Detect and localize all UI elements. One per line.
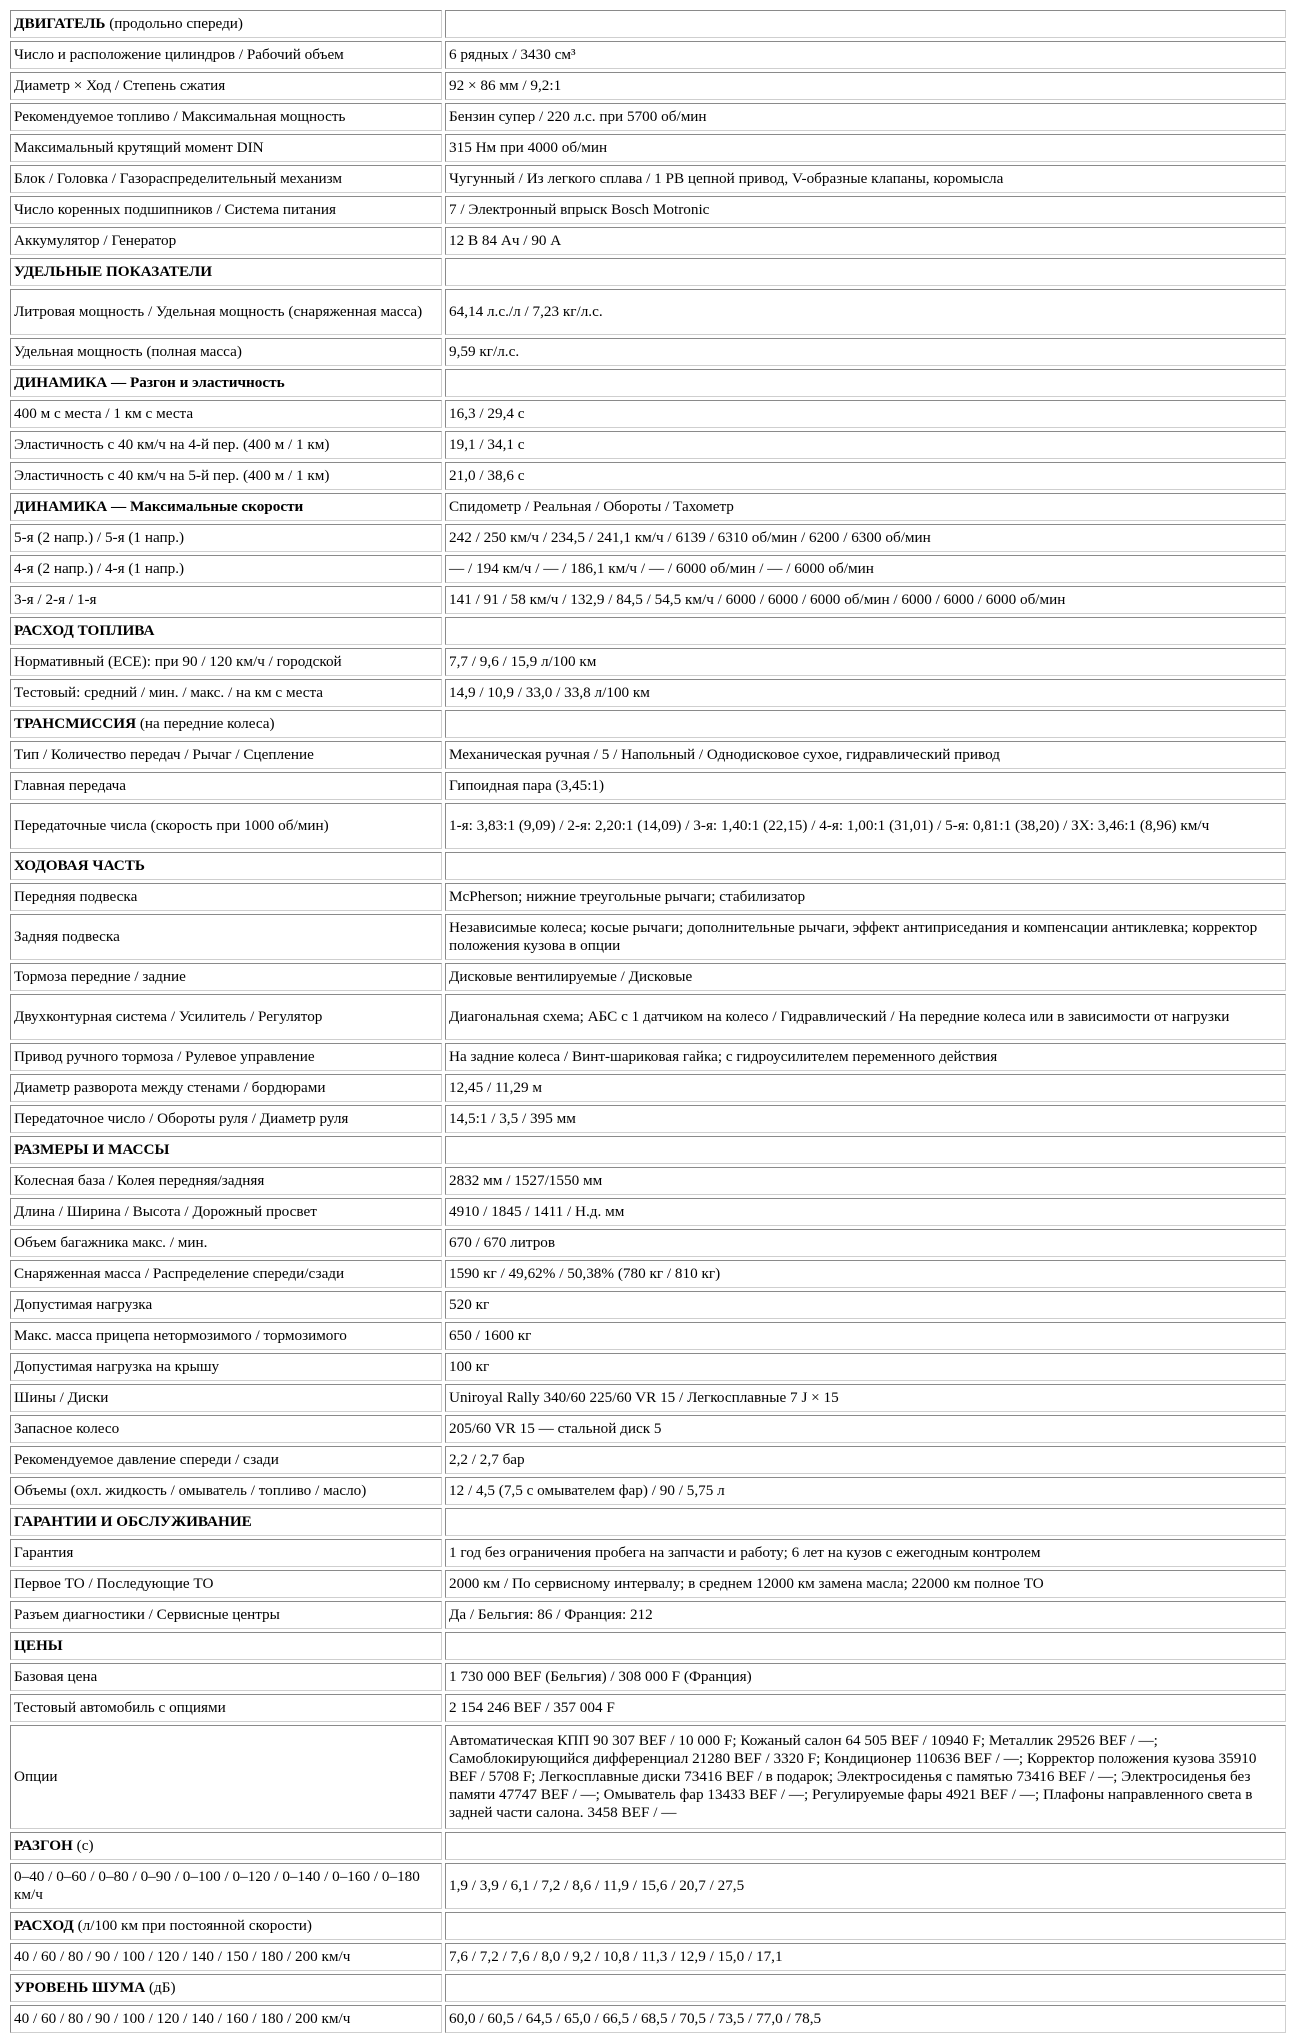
spec-value-cell	[445, 1912, 1286, 1940]
spec-row	[10, 803, 1286, 849]
spec-label: Аккумулятор / Генератор	[14, 232, 177, 249]
spec-value-cell	[445, 338, 1286, 366]
spec-value-cell	[445, 369, 1286, 397]
spec-value: 7,6 / 7,2 / 7,6 / 8,0 / 9,2 / 10,8 / 11,3 / 12,9 / 15,0 / 17,1	[449, 1948, 783, 1965]
spec-label: Задняя подвеска	[14, 928, 120, 945]
spec-value-cell	[445, 103, 1286, 131]
spec-label: Шины / Диски	[14, 1389, 109, 1406]
spec-value: 12,45 / 11,29 м	[449, 1079, 543, 1096]
spec-row	[10, 1043, 1286, 1071]
spec-value: 19,1 / 34,1 с	[449, 436, 525, 453]
spec-value: 92 × 86 мм / 9,2:1	[449, 77, 562, 94]
spec-value: Чугунный / Из легкого сплава / 1 РВ цепной привод, V-образные клапаны, коромысла	[449, 170, 1004, 187]
spec-value-cell	[445, 1508, 1286, 1536]
spec-value: 520 кг	[449, 1296, 490, 1313]
spec-row	[10, 400, 1286, 428]
spec-label: 40 / 60 / 80 / 90 / 100 / 120 / 140 / 150 / 180 / 200 км/ч	[14, 1948, 351, 1965]
spec-label: Привод ручного тормоза / Рулевое управление	[14, 1048, 315, 1065]
spec-value: 9,59 кг/л.с.	[449, 343, 520, 360]
spec-label: Передаточное число / Обороты руля / Диаметр руля	[14, 1110, 349, 1127]
spec-label-cell	[10, 1384, 442, 1412]
spec-label: Допустимая нагрузка на крышу	[14, 1358, 220, 1375]
spec-value-cell	[445, 1943, 1286, 1971]
spec-row	[10, 586, 1286, 614]
spec-row	[10, 1384, 1286, 1412]
spec-value: На задние колеса / Винт-шариковая гайка; с гидроусилителем переменного действия	[449, 1048, 998, 1065]
section-title: РАЗГОН	[14, 1837, 73, 1854]
spec-value: Независимые колеса; косые рычаги; дополнительные рычаги, эффект антиприседания и компенсации антиклевка; корректор положения кузова в опции	[449, 919, 1258, 954]
spec-label-cell	[10, 1663, 442, 1691]
section-header-row	[10, 493, 1286, 521]
spec-value-cell	[445, 741, 1286, 769]
section-header-row	[10, 258, 1286, 286]
spec-value: 2,2 / 2,7 бар	[449, 1451, 525, 1468]
spec-value: Спидометр / Реальная / Обороты / Тахометр	[449, 498, 734, 515]
spec-label: 3-я / 2-я / 1-я	[14, 591, 97, 608]
spec-row	[10, 1539, 1286, 1567]
spec-row	[10, 1601, 1286, 1629]
spec-value-cell	[445, 1136, 1286, 1164]
spec-value-cell	[445, 1167, 1286, 1195]
spec-value-cell	[445, 1974, 1286, 2002]
section-title: РАСХОД ТОПЛИВА	[14, 622, 155, 639]
section-header-row	[10, 1632, 1286, 1660]
spec-value: Диагональная схема; АБС с 1 датчиком на колесо / Гидравлический / На передние колеса или в зависимости от нагрузки	[449, 1008, 1230, 1025]
spec-row	[10, 1074, 1286, 1102]
spec-label-cell	[10, 1943, 442, 1971]
spec-label: 0–40 / 0–60 / 0–80 / 0–90 / 0–100 / 0–120 / 0–140 / 0–160 / 0–180 км/ч	[14, 1868, 420, 1903]
spec-label: Главная передача	[14, 777, 127, 794]
spec-value: 670 / 670 литров	[449, 1234, 556, 1251]
spec-label: Базовая цена	[14, 1668, 98, 1685]
spec-value-cell	[445, 493, 1286, 521]
spec-label: Тестовый: средний / мин. / макс. / на км с места	[14, 684, 324, 701]
section-title-cell	[10, 1912, 442, 1940]
spec-value: Uniroyal Rally 340/60 225/60 VR 15 / Легкосплавные 7 J × 15	[449, 1389, 839, 1406]
spec-label: Снаряженная масса / Распределение спереди/сзади	[14, 1265, 345, 1282]
spec-row	[10, 165, 1286, 193]
spec-row	[10, 1291, 1286, 1319]
spec-row	[10, 772, 1286, 800]
spec-label-cell	[10, 1074, 442, 1102]
spec-label: Первое ТО / Последующие ТО	[14, 1575, 214, 1592]
spec-value-cell	[445, 1632, 1286, 1660]
spec-value-cell	[445, 617, 1286, 645]
spec-value-cell	[445, 1832, 1286, 1860]
spec-label-cell	[10, 586, 442, 614]
spec-value: 1-я: 3,83:1 (9,09) / 2-я: 2,20:1 (14,09) / 3-я: 1,40:1 (22,15) / 4-я: 1,00:1 (31,01) / 5-я: 0,81:1 (38,20) / ЗХ: 3,46:1 (8,96) км/ч	[449, 817, 1210, 834]
spec-label: Тормоза передние / задние	[14, 968, 186, 985]
spec-value: Гипоидная пара (3,45:1)	[449, 777, 605, 794]
section-title-cell	[10, 1136, 442, 1164]
spec-label-cell	[10, 772, 442, 800]
section-title-cell	[10, 369, 442, 397]
spec-value: 205/60 VR 15 — стальной диск 5	[449, 1420, 662, 1437]
spec-value: McPherson; нижние треугольные рычаги; стабилизатор	[449, 888, 806, 905]
spec-table-body	[10, 10, 1286, 2033]
spec-value-cell	[445, 1477, 1286, 1505]
spec-label: 4-я (2 напр.) / 4-я (1 напр.)	[14, 560, 185, 577]
spec-label: Тестовый автомобиль с опциями	[14, 1699, 226, 1716]
spec-label-cell	[10, 400, 442, 428]
spec-row	[10, 555, 1286, 583]
section-subtitle: (на передние колеса)	[136, 715, 275, 732]
spec-label-cell	[10, 1291, 442, 1319]
spec-label-cell	[10, 41, 442, 69]
spec-label-cell	[10, 1198, 442, 1226]
spec-value-cell	[445, 710, 1286, 738]
spec-label-cell	[10, 1446, 442, 1474]
spec-value: 60,0 / 60,5 / 64,5 / 65,0 / 66,5 / 68,5 / 70,5 / 73,5 / 77,0 / 78,5	[449, 2010, 822, 2027]
spec-label: Рекомендуемое давление спереди / сзади	[14, 1451, 279, 1468]
spec-value: — / 194 км/ч / — / 186,1 км/ч / — / 6000 об/мин / — / 6000 об/мин	[449, 560, 874, 577]
spec-value: 100 кг	[449, 1358, 490, 1375]
spec-value: 242 / 250 км/ч / 234,5 / 241,1 км/ч / 6139 / 6310 об/мин / 6200 / 6300 об/мин	[449, 529, 931, 546]
spec-label-cell	[10, 196, 442, 224]
spec-label: Удельная мощность (полная масса)	[14, 343, 242, 360]
section-title-cell	[10, 10, 442, 38]
spec-value-cell	[445, 165, 1286, 193]
spec-value-cell	[445, 1198, 1286, 1226]
spec-label: Гарантия	[14, 1544, 74, 1561]
section-header-row	[10, 1912, 1286, 1940]
spec-value: 6 рядных / 3430 см³	[449, 46, 576, 63]
spec-value-cell	[445, 134, 1286, 162]
section-title: ЦЕНЫ	[14, 1637, 63, 1654]
section-title-cell	[10, 710, 442, 738]
spec-label-cell	[10, 1353, 442, 1381]
spec-label-cell	[10, 963, 442, 991]
spec-label: Разъем диагностики / Сервисные центры	[14, 1606, 280, 1623]
spec-value: 141 / 91 / 58 км/ч / 132,9 / 84,5 / 54,5 км/ч / 6000 / 6000 / 6000 об/мин / 6000 / 6000 / 6000 об/мин	[449, 591, 1066, 608]
spec-label-cell	[10, 1539, 442, 1567]
section-header-row	[10, 1508, 1286, 1536]
spec-label: Литровая мощность / Удельная мощность (снаряженная масса)	[14, 303, 423, 320]
spec-row	[10, 1694, 1286, 1722]
spec-value-cell	[445, 524, 1286, 552]
spec-label: Максимальный крутящий момент DIN	[14, 139, 264, 156]
spec-label: Передняя подвеска	[14, 888, 138, 905]
spec-row	[10, 1198, 1286, 1226]
section-title: РАЗМЕРЫ И МАССЫ	[14, 1141, 170, 1158]
spec-value-cell	[445, 1446, 1286, 1474]
spec-row	[10, 196, 1286, 224]
spec-label-cell	[10, 72, 442, 100]
spec-label: Блок / Головка / Газораспределительный механизм	[14, 170, 343, 187]
spec-value-cell	[445, 1291, 1286, 1319]
spec-value: 315 Нм при 4000 об/мин	[449, 139, 608, 156]
spec-row	[10, 431, 1286, 459]
section-title-cell	[10, 258, 442, 286]
spec-value-cell	[445, 963, 1286, 991]
spec-label-cell	[10, 1725, 442, 1829]
spec-label: Нормативный (ECE): при 90 / 120 км/ч / городской	[14, 653, 342, 670]
spec-label: Макс. масса прицепа нетормозимого / тормозимого	[14, 1327, 347, 1344]
spec-row	[10, 1943, 1286, 1971]
spec-label-cell	[10, 1167, 442, 1195]
spec-value-cell	[445, 648, 1286, 676]
spec-value-cell	[445, 803, 1286, 849]
section-title-cell	[10, 617, 442, 645]
spec-label-cell	[10, 1322, 442, 1350]
spec-label-cell	[10, 679, 442, 707]
spec-value-cell	[445, 994, 1286, 1040]
spec-label: Опции	[14, 1768, 58, 1785]
spec-value: 64,14 л.с./л / 7,23 кг/л.с.	[449, 303, 603, 320]
spec-row	[10, 963, 1286, 991]
section-title-cell	[10, 493, 442, 521]
spec-value-cell	[445, 1694, 1286, 1722]
section-header-row	[10, 10, 1286, 38]
section-subtitle: (продольно спереди)	[105, 15, 243, 32]
spec-row	[10, 1260, 1286, 1288]
section-title: ДИНАМИКА — Максимальные скорости	[14, 498, 304, 515]
spec-label: Допустимая нагрузка	[14, 1296, 153, 1313]
spec-row	[10, 1105, 1286, 1133]
spec-value-cell	[445, 1601, 1286, 1629]
spec-value-cell	[445, 1725, 1286, 1829]
spec-row	[10, 741, 1286, 769]
spec-label-cell	[10, 914, 442, 960]
spec-value-cell	[445, 1074, 1286, 1102]
section-subtitle: (с)	[72, 1837, 94, 1854]
spec-label-cell	[10, 227, 442, 255]
spec-row	[10, 1415, 1286, 1443]
spec-value-cell	[445, 1043, 1286, 1071]
spec-row	[10, 1322, 1286, 1350]
spec-value: 1590 кг / 49,62% / 50,38% (780 кг / 810 кг)	[449, 1265, 721, 1282]
spec-value: 2000 км / По сервисному интервалу; в среднем 12000 км замена масла; 22000 км полное ТО	[449, 1575, 1044, 1592]
spec-label: Запасное колесо	[14, 1420, 120, 1437]
spec-label: 5-я (2 напр.) / 5-я (1 напр.)	[14, 529, 185, 546]
spec-value-cell	[445, 1415, 1286, 1443]
spec-label-cell	[10, 803, 442, 849]
spec-label: Рекомендуемое топливо / Максимальная мощность	[14, 108, 346, 125]
section-header-row	[10, 852, 1286, 880]
spec-row	[10, 227, 1286, 255]
spec-value: 21,0 / 38,6 с	[449, 467, 525, 484]
spec-row	[10, 1446, 1286, 1474]
spec-value-cell	[445, 1105, 1286, 1133]
spec-row	[10, 1570, 1286, 1598]
spec-row	[10, 914, 1286, 960]
spec-row	[10, 134, 1286, 162]
spec-label-cell	[10, 648, 442, 676]
section-title: ТРАНСМИССИЯ	[14, 715, 137, 732]
spec-value-cell	[445, 227, 1286, 255]
section-title: РАСХОД	[14, 1917, 74, 1934]
spec-label-cell	[10, 165, 442, 193]
spec-label-cell	[10, 994, 442, 1040]
spec-row	[10, 1663, 1286, 1691]
section-header-row	[10, 617, 1286, 645]
spec-value-cell	[445, 1863, 1286, 1909]
spec-row	[10, 1353, 1286, 1381]
spec-value-cell	[445, 1353, 1286, 1381]
spec-value: 7 / Электронный впрыск Bosch Motronic	[449, 201, 710, 218]
spec-row	[10, 1863, 1286, 1909]
spec-label-cell	[10, 431, 442, 459]
section-header-row	[10, 1136, 1286, 1164]
spec-value: 2 154 246 BEF / 357 004 F	[449, 1699, 615, 1716]
spec-label-cell	[10, 2005, 442, 2033]
spec-value-cell	[445, 772, 1286, 800]
spec-value-cell	[445, 1322, 1286, 1350]
spec-value: 7,7 / 9,6 / 15,9 л/100 км	[449, 653, 597, 670]
spec-label: Диаметр разворота между стенами / бордюрами	[14, 1079, 326, 1096]
spec-value: 4910 / 1845 / 1411 / Н.д. мм	[449, 1203, 625, 1220]
section-title-cell	[10, 1974, 442, 2002]
spec-label-cell	[10, 103, 442, 131]
spec-label-cell	[10, 338, 442, 366]
spec-value: Бензин супер / 220 л.с. при 5700 об/мин	[449, 108, 707, 125]
section-header-row	[10, 1974, 1286, 2002]
spec-value-cell	[445, 883, 1286, 911]
spec-row	[10, 462, 1286, 490]
spec-row	[10, 524, 1286, 552]
spec-row	[10, 1477, 1286, 1505]
spec-label: Эластичность с 40 км/ч на 5-й пер. (400 м / 1 км)	[14, 467, 330, 484]
spec-value-cell	[445, 1260, 1286, 1288]
spec-row	[10, 1725, 1286, 1829]
spec-value-cell	[445, 1663, 1286, 1691]
section-title: ГАРАНТИИ И ОБСЛУЖИВАНИЕ	[14, 1513, 252, 1530]
spec-value: 16,3 / 29,4 с	[449, 405, 525, 422]
spec-label-cell	[10, 1863, 442, 1909]
spec-label-cell	[10, 883, 442, 911]
spec-label: Двухконтурная система / Усилитель / Регулятор	[14, 1008, 323, 1025]
section-subtitle: (дБ)	[145, 1979, 176, 1996]
section-header-row	[10, 369, 1286, 397]
spec-label-cell	[10, 1415, 442, 1443]
spec-row	[10, 338, 1286, 366]
spec-value-cell	[445, 1384, 1286, 1412]
spec-value-cell	[445, 462, 1286, 490]
section-title: ДИНАМИКА — Разгон и эластичность	[14, 374, 285, 391]
spec-value-cell	[445, 1539, 1286, 1567]
spec-value: Механическая ручная / 5 / Напольный / Однодисковое сухое, гидравлический привод	[449, 746, 1000, 763]
spec-label: Передаточные числа (скорость при 1000 об/мин)	[14, 817, 329, 834]
spec-row	[10, 289, 1286, 335]
spec-value: Да / Бельгия: 86 / Франция: 212	[449, 1606, 653, 1623]
spec-value-cell	[445, 431, 1286, 459]
spec-label-cell	[10, 1601, 442, 1629]
spec-label: Объем багажника макс. / мин.	[14, 1234, 208, 1251]
spec-label-cell	[10, 555, 442, 583]
spec-value-cell	[445, 914, 1286, 960]
spec-row	[10, 72, 1286, 100]
spec-value: 650 / 1600 кг	[449, 1327, 532, 1344]
spec-row	[10, 1229, 1286, 1257]
spec-value-cell	[445, 10, 1286, 38]
section-title-cell	[10, 1832, 442, 1860]
spec-label: Тип / Количество передач / Рычаг / Сцепление	[14, 746, 314, 763]
spec-label: Число и расположение цилиндров / Рабочий объем	[14, 46, 344, 63]
spec-value-cell	[445, 555, 1286, 583]
section-title: ДВИГАТЕЛЬ	[14, 15, 106, 32]
section-title: УДЕЛЬНЫЕ ПОКАЗАТЕЛИ	[14, 263, 213, 280]
section-title-cell	[10, 1632, 442, 1660]
spec-row	[10, 103, 1286, 131]
spec-value-cell	[445, 72, 1286, 100]
spec-label: 400 м с места / 1 км с места	[14, 405, 194, 422]
spec-label-cell	[10, 134, 442, 162]
section-subtitle: (л/100 км при постоянной скорости)	[73, 1917, 312, 1934]
spec-row	[10, 679, 1286, 707]
spec-value-cell	[445, 852, 1286, 880]
spec-value-cell	[445, 586, 1286, 614]
spec-value-cell	[445, 289, 1286, 335]
spec-value: 2832 мм / 1527/1550 мм	[449, 1172, 603, 1189]
spec-value-cell	[445, 2005, 1286, 2033]
spec-value: 12 / 4,5 (7,5 с омывателем фар) / 90 / 5,75 л	[449, 1482, 725, 1499]
section-header-row	[10, 710, 1286, 738]
spec-label: Эластичность с 40 км/ч на 4-й пер. (400 м / 1 км)	[14, 436, 330, 453]
spec-row	[10, 648, 1286, 676]
spec-label-cell	[10, 289, 442, 335]
spec-value: 14,9 / 10,9 / 33,0 / 33,8 л/100 км	[449, 684, 650, 701]
spec-label: Диаметр × Ход / Степень сжатия	[14, 77, 226, 94]
spec-label: Колесная база / Колея передняя/задняя	[14, 1172, 265, 1189]
spec-value-cell	[445, 400, 1286, 428]
spec-row	[10, 2005, 1286, 2033]
spec-label: Объемы (охл. жидкость / омыватель / топливо / масло)	[14, 1482, 367, 1499]
spec-label-cell	[10, 1477, 442, 1505]
spec-label-cell	[10, 1043, 442, 1071]
spec-row	[10, 41, 1286, 69]
spec-label-cell	[10, 741, 442, 769]
spec-label-cell	[10, 462, 442, 490]
spec-value: Дисковые вентилируемые / Дисковые	[449, 968, 693, 985]
spec-table	[7, 7, 1289, 2036]
spec-value: 12 В 84 Ач / 90 А	[449, 232, 562, 249]
spec-label: Число коренных подшипников / Система питания	[14, 201, 336, 218]
spec-value-cell	[445, 41, 1286, 69]
spec-row	[10, 883, 1286, 911]
spec-value-cell	[445, 1229, 1286, 1257]
spec-value-cell	[445, 1570, 1286, 1598]
spec-value: 14,5:1 / 3,5 / 395 мм	[449, 1110, 576, 1127]
spec-value: 1 год без ограничения пробега на запчасти и работу; 6 лет на кузов с ежегодным контролем	[449, 1544, 1041, 1561]
section-title-cell	[10, 852, 442, 880]
section-title: УРОВЕНЬ ШУМА	[14, 1979, 146, 1996]
spec-label-cell	[10, 1694, 442, 1722]
spec-label: Длина / Ширина / Высота / Дорожный просвет	[14, 1203, 317, 1220]
spec-label: 40 / 60 / 80 / 90 / 100 / 120 / 140 / 160 / 180 / 200 км/ч	[14, 2010, 351, 2027]
spec-value: 1,9 / 3,9 / 6,1 / 7,2 / 8,6 / 11,9 / 15,6 / 20,7 / 27,5	[449, 1877, 745, 1894]
spec-row	[10, 1167, 1286, 1195]
spec-label-cell	[10, 1260, 442, 1288]
spec-label-cell	[10, 1570, 442, 1598]
spec-row	[10, 994, 1286, 1040]
spec-value-cell	[445, 196, 1286, 224]
spec-label-cell	[10, 1229, 442, 1257]
spec-value: Автоматическая КПП 90 307 BEF / 10 000 F; Кожаный салон 64 505 BEF / 10940 F; Металлик 29526 BEF / —; Самоблокирующийся дифференциал 21280 BEF / 3320 F; Кондиционер 110636 BEF / —; Корректор положения кузова 35910 BEF / 5708 F; Легкосплавные диски 73416 BEF / в подарок; Электросиденья с памятью 73416 BEF / —; Электросиденья без памяти 47747 BEF / —; Омыватель фар 13433 BEF / —; Регулируемые фары 4921 BEF / —; Плафоны направленного света в задней части салона. 3458 BEF / —	[449, 1732, 1257, 1821]
spec-value-cell	[445, 258, 1286, 286]
spec-value-cell	[445, 679, 1286, 707]
spec-label-cell	[10, 1105, 442, 1133]
spec-value: 1 730 000 BEF (Бельгия) / 308 000 F (Франция)	[449, 1668, 752, 1685]
section-title: ХОДОВАЯ ЧАСТЬ	[14, 857, 145, 874]
spec-label-cell	[10, 524, 442, 552]
section-title-cell	[10, 1508, 442, 1536]
section-header-row	[10, 1832, 1286, 1860]
